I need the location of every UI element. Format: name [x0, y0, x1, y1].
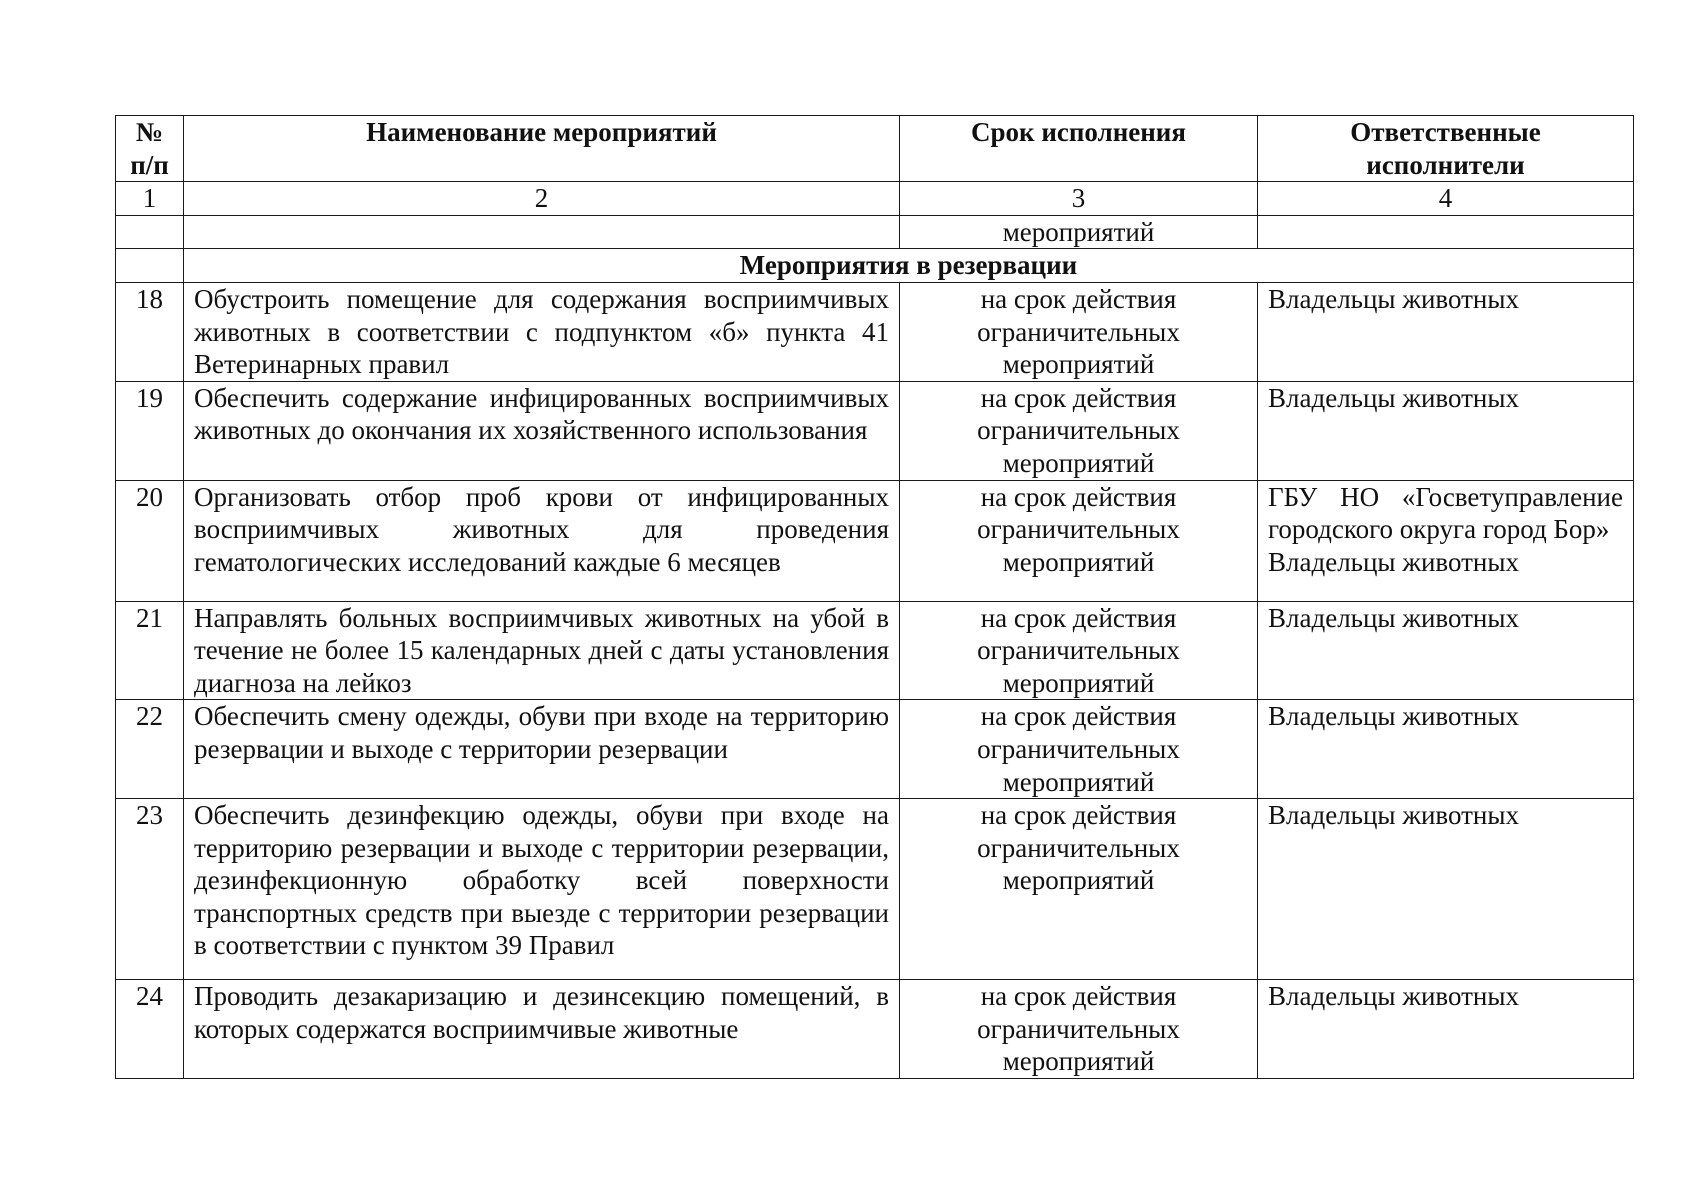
responsible-executors [1258, 381, 1634, 480]
term-line: на срок действия [980, 981, 1177, 1012]
term-line: ограничительных [977, 415, 1180, 446]
term-line: ограничительных [977, 635, 1180, 666]
term-line: на срок действия [980, 481, 1177, 512]
responsible-line: Владельцы животных [1268, 382, 1520, 413]
row-number: 21 [116, 601, 184, 700]
term-line: мероприятий [1002, 1046, 1155, 1077]
table-body [116, 282, 1634, 1078]
measure-name: Проводить дезакаризацию и дезинсекцию помещений, в которых содержатся восприимчивые животные [184, 980, 900, 1079]
term-line: на срок действия [980, 283, 1177, 314]
measure-term [900, 480, 1258, 601]
responsible-line: Владельцы животных [1268, 283, 1520, 314]
term-line: мероприятий [1002, 447, 1155, 478]
measure-term [900, 601, 1258, 700]
table-row [116, 601, 1634, 700]
measure-term [900, 799, 1258, 980]
responsible-executors [1258, 601, 1634, 700]
measure-term [900, 980, 1258, 1079]
responsible-line: Владельцы животных [1268, 701, 1520, 732]
responsible-line: Владельцы животных [1268, 981, 1520, 1012]
table-row [116, 282, 1634, 381]
measure-name: Обустроить помещение для содержания восприимчивых животных в соответствии с подпунктом «б» пункта 41 Ветеринарных правил [184, 282, 900, 381]
measure-name: Направлять больных восприимчивых животных на убой в течение не более 15 календарных дней с даты установления диагноза на лейкоз [184, 601, 900, 700]
row-number: 23 [116, 799, 184, 980]
responsible-line: Владельцы животных [1268, 546, 1520, 577]
measure-name: Обеспечить содержание инфицированных восприимчивых животных до окончания их хозяйственного использования [184, 381, 900, 480]
row-number: 22 [116, 700, 184, 799]
responsible-executors [1258, 282, 1634, 381]
term-line: мероприятий [1002, 349, 1155, 380]
continuation-term: мероприятий [900, 215, 1258, 249]
term-line: на срок действия [980, 701, 1177, 732]
term-line: мероприятий [1002, 865, 1155, 896]
term-line: на срок действия [980, 382, 1177, 413]
table-cell [116, 215, 184, 249]
header-number: № п/п [116, 116, 184, 182]
table-row [116, 480, 1634, 601]
measure-name: Обеспечить дезинфекцию одежды, обуви при входе на территорию резервации и выходе с территории резервации, дезинфекционную обработку всей поверхности транспортных средств при выезде с территории резервации в соответствии с пунктом 39 Правил [184, 799, 900, 980]
term-line: ограничительных [977, 316, 1180, 347]
table-header-row [116, 116, 1634, 182]
term-line: мероприятий [1002, 546, 1155, 577]
measure-term [900, 700, 1258, 799]
row-number: 19 [116, 381, 184, 480]
table-cell [116, 249, 184, 283]
column-number: 2 [184, 182, 900, 216]
responsible-executors [1258, 799, 1634, 980]
column-number: 4 [1258, 182, 1634, 216]
responsible-line: ГБУ НО «Госветуправление городского округа город Бор» [1268, 481, 1623, 545]
term-line: на срок действия [980, 800, 1177, 831]
responsible-line: Владельцы животных [1268, 800, 1520, 831]
section-title: Мероприятия в резервации [184, 249, 1634, 283]
header-responsible: Ответственные исполнители [1258, 116, 1634, 182]
term-line: мероприятий [1002, 667, 1155, 698]
responsible-executors [1258, 980, 1634, 1079]
table-cell [1258, 215, 1634, 249]
measure-term [900, 282, 1258, 381]
term-line: на срок действия [980, 602, 1177, 633]
row-number: 24 [116, 980, 184, 1079]
table-row [116, 980, 1634, 1079]
measures-table [115, 115, 1634, 1079]
table-row [116, 381, 1634, 480]
header-name: Наименование мероприятий [184, 116, 900, 182]
term-line: мероприятий [1002, 766, 1155, 797]
header-term: Срок исполнения [900, 116, 1258, 182]
column-number: 3 [900, 182, 1258, 216]
row-number: 18 [116, 282, 184, 381]
table-cell [184, 215, 900, 249]
responsible-executors [1258, 700, 1634, 799]
column-numbers-row [116, 182, 1634, 216]
measure-name: Обеспечить смену одежды, обуви при входе на территорию резервации и выходе с территории резервации [184, 700, 900, 799]
responsible-executors [1258, 480, 1634, 601]
term-line: ограничительных [977, 832, 1180, 863]
responsible-line: Владельцы животных [1268, 602, 1520, 633]
row-number: 20 [116, 480, 184, 601]
continuation-row [116, 215, 1634, 249]
table-row [116, 700, 1634, 799]
term-line: ограничительных [977, 1013, 1180, 1044]
measure-term [900, 381, 1258, 480]
table-row [116, 799, 1634, 980]
column-number: 1 [116, 182, 184, 216]
measure-name: Организовать отбор проб крови от инфицированных восприимчивых животных для проведения гематологических исследований каждые 6 месяцев [184, 480, 900, 601]
term-line: ограничительных [977, 733, 1180, 764]
section-row [116, 249, 1634, 283]
term-line: ограничительных [977, 514, 1180, 545]
